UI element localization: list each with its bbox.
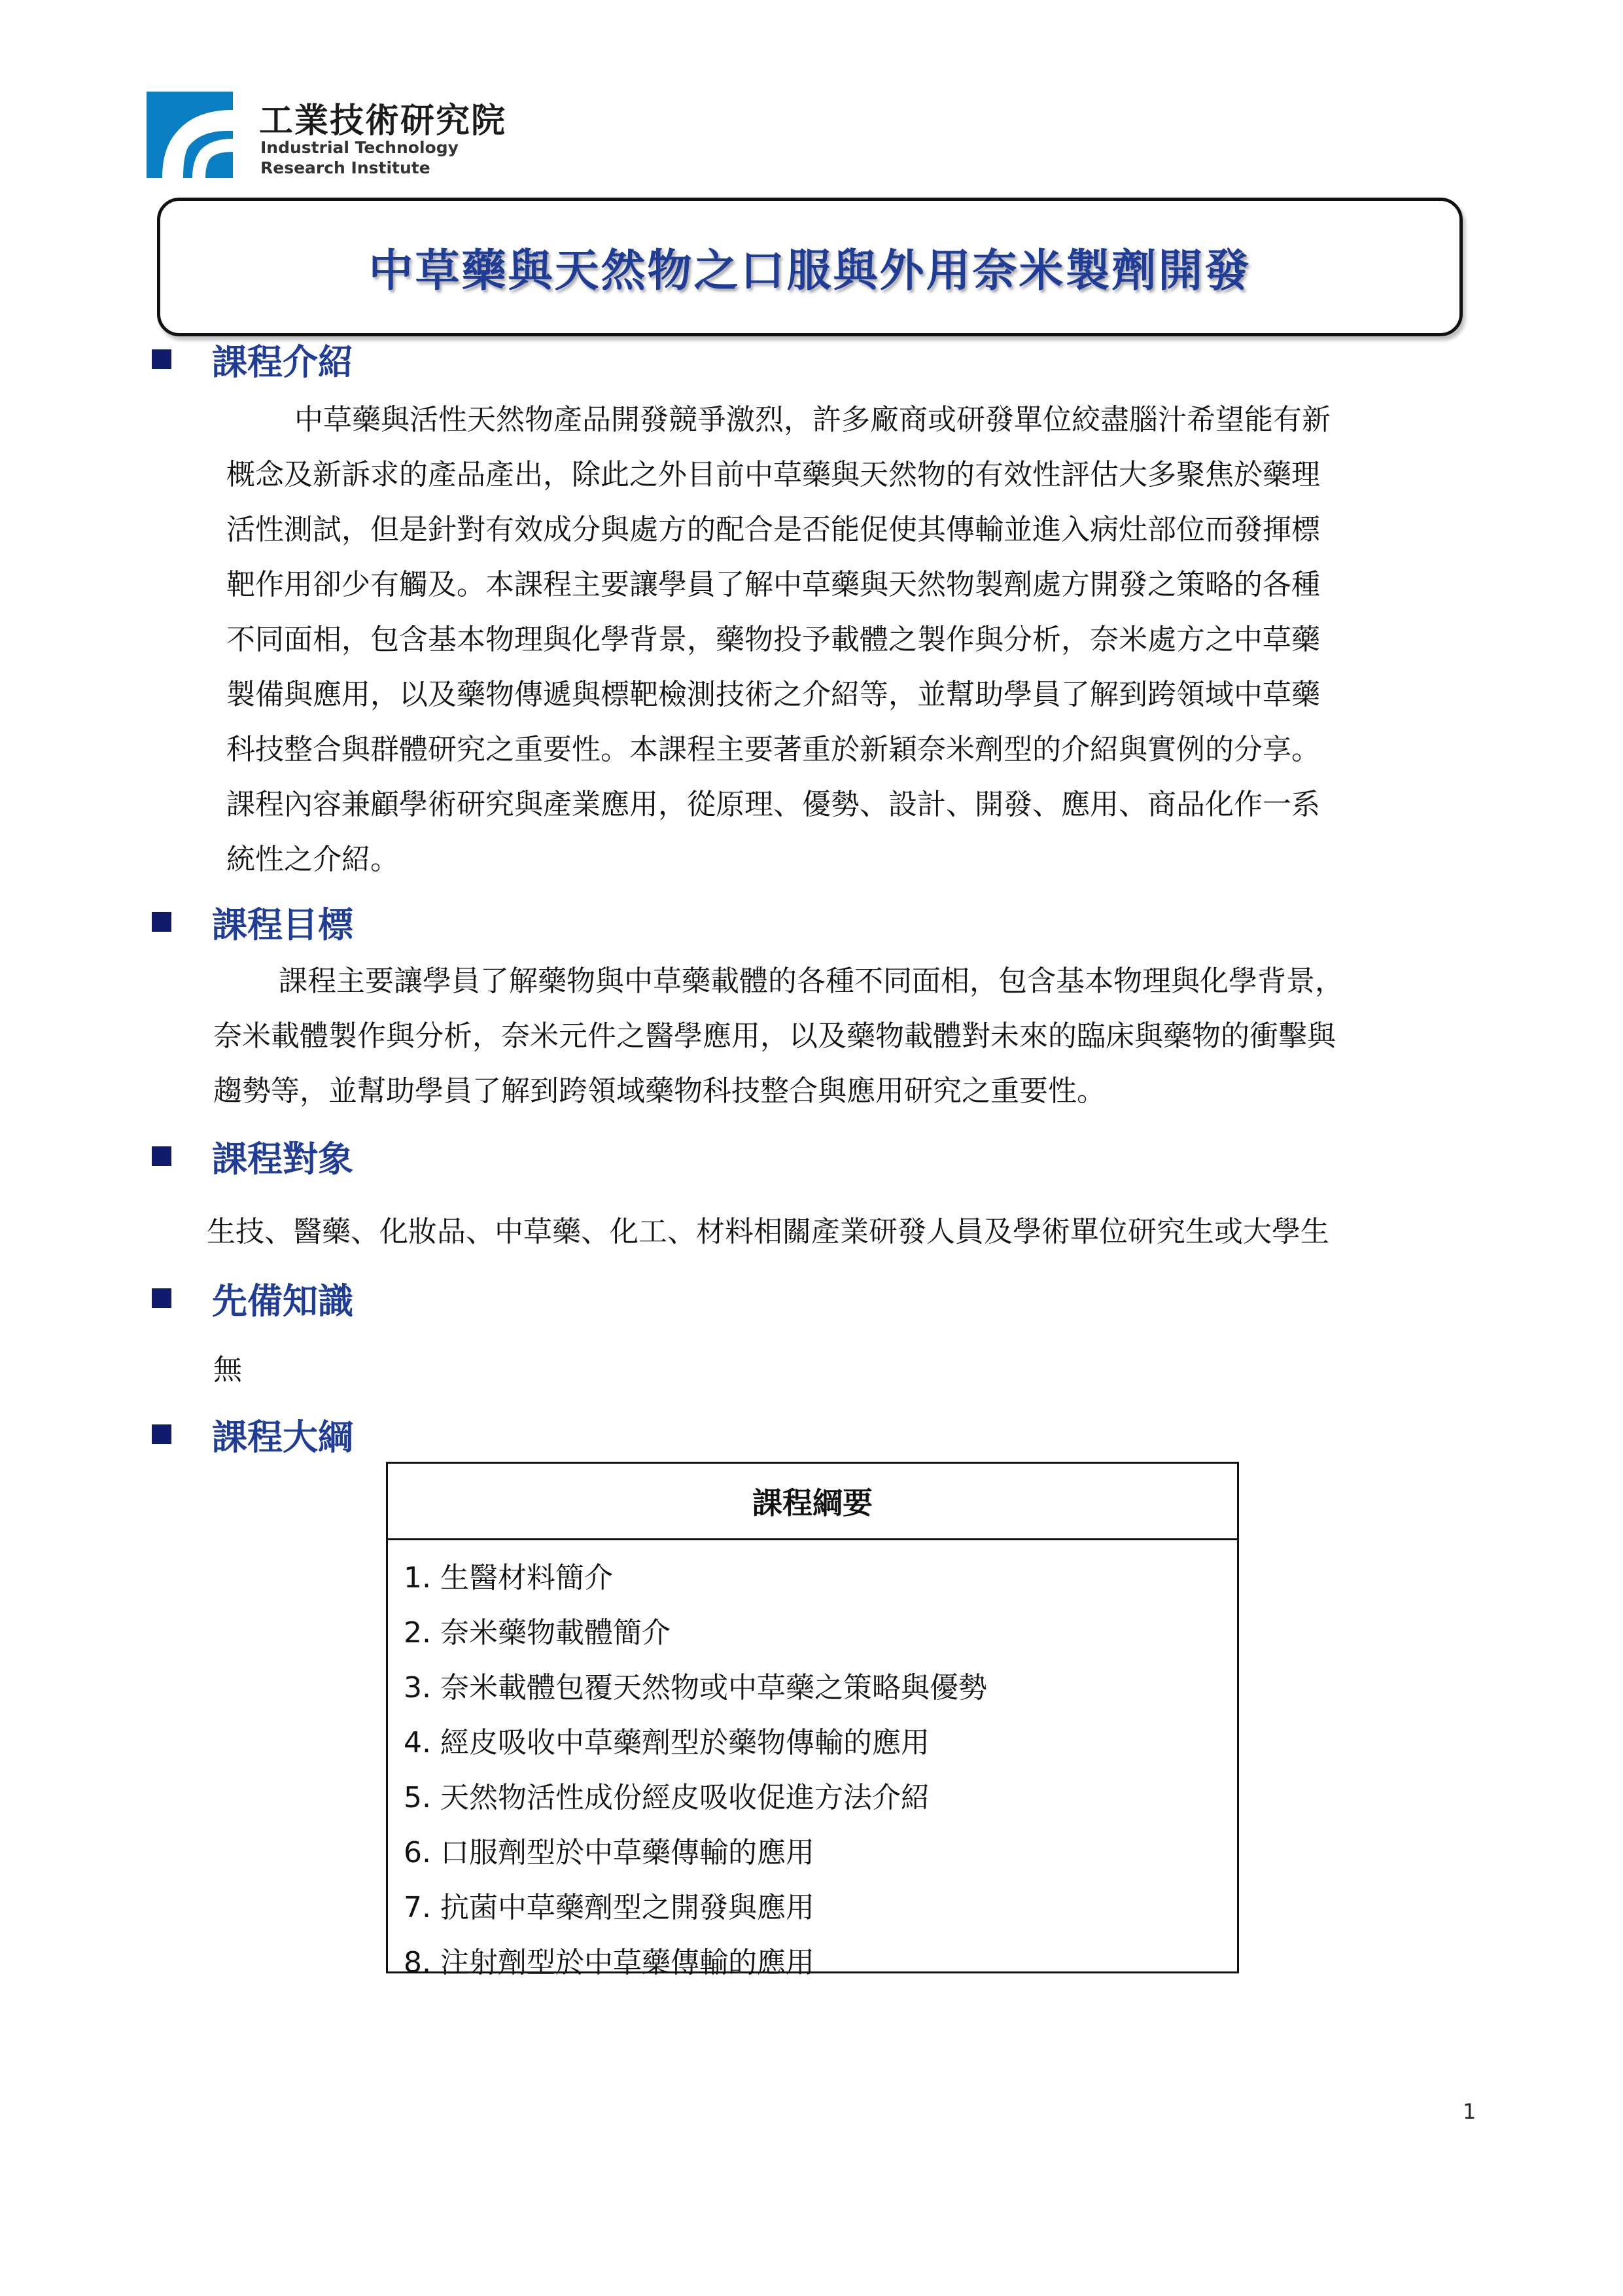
section-heading-text: 課程介紹 bbox=[212, 341, 353, 383]
paragraph-line: 活性測試，但是針對有效成分與處方的配合是否能促使其傳輸並進入病灶部位而發揮標 bbox=[226, 513, 1320, 546]
logo-name-en-line1: Industrial Technology bbox=[260, 138, 459, 157]
paragraph-line: 製備與應用，以及藥物傳遞與標靶檢測技術之介紹等，並幫助學員了解到跨領域中草藥 bbox=[226, 678, 1320, 711]
title-box bbox=[157, 198, 1463, 336]
paragraph-line: 科技整合與群體研究之重要性。本課程主要著重於新穎奈米劑型的介紹與實例的分享。 bbox=[226, 733, 1320, 766]
outline-item: 3. 奈米載體包覆天然物或中草藥之策略與優勢 bbox=[404, 1671, 987, 1704]
section-heading-intro bbox=[152, 333, 353, 385]
page-number: 1 bbox=[1463, 2099, 1476, 2124]
section-heading-outline bbox=[152, 1408, 353, 1460]
itri-logo-icon bbox=[147, 92, 233, 178]
section-heading-text: 先備知識 bbox=[212, 1280, 353, 1322]
paragraph-line: 課程主要讓學員了解藥物與中草藥載體的各種不同面相，包含基本物理與化學背景， bbox=[279, 964, 1344, 998]
section-heading-text: 課程大綱 bbox=[212, 1416, 353, 1458]
section-heading-text: 課程目標 bbox=[212, 904, 353, 945]
paragraph-line: 趨勢等，並幫助學員了解到跨領域藥物科技整合與應用研究之重要性。 bbox=[213, 1074, 1106, 1108]
paragraph-line: 奈米載體製作與分析，奈米元件之醫學應用，以及藥物載體對未來的臨床與藥物的衝擊與 bbox=[213, 1019, 1336, 1053]
square-bullet-icon bbox=[152, 912, 171, 932]
logo-name-en bbox=[260, 137, 459, 178]
prereq-text: 無 bbox=[213, 1353, 242, 1386]
outline-table bbox=[386, 1462, 1239, 1979]
section-heading-prereq bbox=[152, 1272, 353, 1324]
outline-item: 8. 注射劑型於中草藥傳輸的應用 bbox=[404, 1946, 814, 1979]
section-heading-goal bbox=[152, 896, 353, 948]
intro-paragraph bbox=[226, 393, 1476, 887]
square-bullet-icon bbox=[152, 1424, 171, 1444]
page-title: 中草藥與天然物之口服與外用奈米製劑開發 bbox=[368, 245, 1251, 297]
outline-item: 2. 奈米藥物載體簡介 bbox=[404, 1616, 671, 1650]
outline-item: 7. 抗菌中草藥劑型之開發與應用 bbox=[404, 1891, 814, 1924]
paragraph-line: 中草藥與活性天然物產品開發競爭激烈，許多廠商或研發單位絞盡腦汁希望能有新 bbox=[294, 403, 1331, 436]
section-heading-audience bbox=[152, 1130, 353, 1182]
paragraph-line: 概念及新訴求的產品產出，除此之外目前中草藥與天然物的有效性評估大多聚焦於藥理 bbox=[226, 458, 1320, 491]
outline-item: 6. 口服劑型於中草藥傳輸的應用 bbox=[404, 1836, 814, 1869]
square-bullet-icon bbox=[152, 1288, 171, 1308]
outline-item: 5. 天然物活性成份經皮吸收促進方法介紹 bbox=[404, 1781, 930, 1814]
square-bullet-icon bbox=[152, 1146, 171, 1166]
outline-table-header: 課程綱要 bbox=[388, 1464, 1237, 1540]
section-heading-text: 課程對象 bbox=[212, 1138, 353, 1180]
paragraph-line: 課程內容兼顧學術研究與產業應用，從原理、優勢、設計、開發、應用、商品化作一系 bbox=[226, 788, 1320, 821]
paragraph-line: 靶作用卻少有觸及。本課程主要讓學員了解中草藥與天然物製劑處方開發之策略的各種 bbox=[226, 568, 1320, 601]
logo-name-zh: 工業技術研究院 bbox=[259, 101, 507, 141]
outline-list bbox=[388, 1540, 1237, 1990]
square-bullet-icon bbox=[152, 349, 171, 369]
paragraph-line: 統性之介紹。 bbox=[226, 843, 399, 876]
audience-text: 生技、醫藥、化妝品、中草藥、化工、材料相關產業研發人員及學術單位研究生或大學生 bbox=[207, 1215, 1329, 1248]
logo-name-en-line2: Research Institute bbox=[260, 158, 430, 177]
outline-item: 1. 生醫材料簡介 bbox=[404, 1561, 613, 1595]
paragraph-line: 不同面相，包含基本物理與化學背景，藥物投予載體之製作與分析，奈米處方之中草藥 bbox=[226, 623, 1320, 656]
goal-paragraph bbox=[213, 954, 1476, 1119]
outline-item: 4. 經皮吸收中草藥劑型於藥物傳輸的應用 bbox=[404, 1726, 930, 1759]
